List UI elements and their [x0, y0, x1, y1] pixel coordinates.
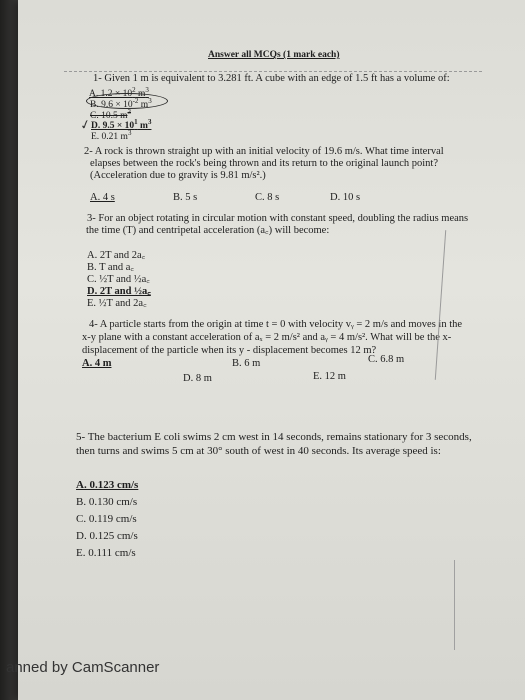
q5-option-e: E. 0.111 cm/s	[76, 547, 136, 559]
camscanner-watermark: anned by CamScanner	[6, 659, 160, 676]
q1-option-a: A. $1.2 \times 10^2$ $m^3$	[89, 86, 149, 100]
q5-line-1: 5- The bacterium E coli swims 2 cm west in 14 seconds, remains stationary for 3 seconds,	[76, 431, 472, 443]
q2-line-1: 2- A rock is thrown straight up with an initial velocity of 19.6 m/s. What time interval	[84, 146, 444, 157]
q4-option-b: B. 6 m	[232, 358, 261, 369]
check-mark-icon: ✓	[78, 115, 93, 134]
page-title: Answer all MCQs (1 mark each)	[208, 50, 340, 60]
q5-line-2: then turns and swims 5 cm at 30° south of west in 40 seconds. Its average speed is:	[76, 445, 441, 457]
q4-option-d: D. 8 m	[183, 373, 212, 384]
q4-line-3: displacement of the particle when its y - displacement becomes 12 m?	[82, 345, 377, 356]
q1-option-e: E. 0.21 $m^3$	[91, 129, 132, 143]
q1-option-b: B. $9.6 \times 10^{-2}$ $m^3$	[90, 97, 152, 111]
page-edge-shadow	[0, 0, 18, 700]
q4-option-a: A. 4 m	[82, 358, 112, 369]
q1-stem: 1- Given 1 m is equivalent to 3.281 ft. A cube with an edge of 1.5 ft has a volume of:	[93, 73, 450, 84]
pen-mark-2	[454, 560, 455, 650]
q5-option-d: D. 0.125 cm/s	[76, 530, 138, 542]
q1-option-d: D. $9.5 \times 10^1$ $m^3$	[91, 118, 152, 132]
q2-line-3: (Acceleration due to gravity is 9.81 m/s².)	[90, 170, 266, 181]
header-rule	[64, 71, 482, 72]
q5-option-b: B. 0.130 cm/s	[76, 496, 138, 508]
q3-option-a: A. 2T and 2a꜀	[87, 250, 146, 261]
q2-line-2: elapses between the rock's being thrown and its return to the original launch point?	[90, 158, 439, 169]
q3-option-d: D. 2T and ½a꜀	[87, 286, 151, 297]
q4-line-1: 4- A particle starts from the origin at time t = 0 with velocity vᵧ = 2 m/s and moves in the	[89, 319, 463, 330]
q4-option-e: E. 12 m	[313, 371, 346, 382]
q3-option-b: B. T and a꜀	[87, 262, 134, 273]
q2-option-a: A. 4 s	[90, 192, 115, 203]
q5-option-c: C. 0.119 cm/s	[76, 513, 137, 525]
q3-option-e: E. ½T and 2a꜀	[87, 298, 147, 309]
q4-line-2: x-y plane with a constant acceleration of aₓ = 2 m/s² and aᵧ = 4 m/s². What will be the x-	[82, 332, 452, 343]
q1-option-c: C. 10.5 $m^3$	[90, 108, 131, 122]
q3-option-c: C. ½T and ½a꜀	[87, 274, 150, 285]
q2-option-d: D. 10 s	[330, 192, 361, 203]
q3-line-2: the time (T) and centripetal acceleration (a꜀) will become:	[86, 225, 330, 236]
q2-option-b: B. 5 s	[173, 192, 198, 203]
q4-option-c: C. 6.8 m	[368, 354, 405, 365]
q5-option-a: A. 0.123 cm/s	[76, 479, 139, 491]
q2-option-c: C. 8 s	[255, 192, 280, 203]
q3-line-1: 3- For an object rotating in circular motion with constant speed, doubling the radius means	[87, 213, 469, 224]
